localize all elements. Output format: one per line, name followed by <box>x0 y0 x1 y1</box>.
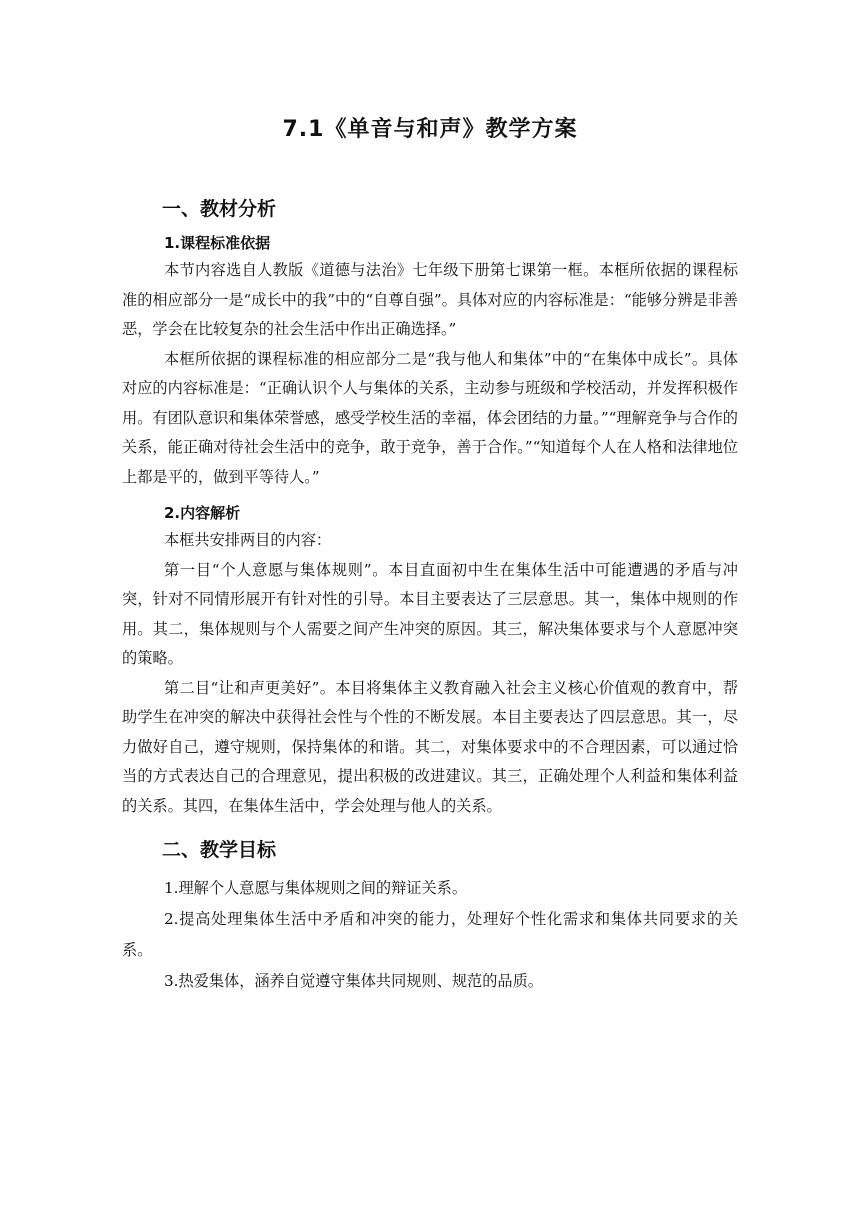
paragraph: 本节内容选自人教版《道德与法治》七年级下册第七课第一框。本框所依据的课程标准的相应部分一是“成长中的我”中的“自尊自强”。具体对应的内容标准是：“能够分辨是非善恶，学会在比较复杂的社会生活中作出正确选择。” <box>122 261 738 338</box>
subsection-heading-curriculum-basis: 1.课程标准依据 <box>164 234 271 252</box>
paragraph: 本框共安排两目的内容： <box>164 531 332 549</box>
section-heading-textbook-analysis: 一、教材分析 <box>162 198 277 220</box>
section-heading-teaching-goals: 二、教学目标 <box>162 839 277 861</box>
subsection-heading-content-analysis: 2.内容解析 <box>164 504 241 522</box>
paragraph: 本框所依据的课程标准的相应部分二是“我与他人和集体”中的“在集体中成长”。具体对应的内容标准是：“正确认识个人与集体的关系，主动参与班级和学校活动，并发挥积极作用。有团队意识和集体荣誉感，感受学校生活的幸福，体会团结的力量。”“理解竞争与合作的关系，能正确对待社会生活中的竞争，敢于竞争，善于合作。”“知道每个人在人格和法律地位上都是平的，做到平等待人。” <box>122 349 738 486</box>
teaching-goals-list <box>122 873 738 997</box>
document-page <box>122 0 738 997</box>
list-item: 3.热爱集体，涵养自觉遵守集体共同规则、规范的品质。 <box>164 972 543 990</box>
list-item: 1.理解个人意愿与集体规则之间的辩证关系。 <box>164 879 468 897</box>
paragraph: 第二目“让和声更美好”。本目将集体主义教育融入社会主义核心价值观的教育中，帮助学生在冲突的解决中获得社会性与个性的不断发展。本目主要表达了四层意思。其一，尽力做好自己，遵守规则，保持集体的和谐。其二，对集体要求中的不合理因素，可以通过恰当的方式表达自己的合理意见，提出积极的改进建议。其三，正确处理个人利益和集体利益的关系。其四，在集体生活中，学会处理与他人的关系。 <box>122 678 738 815</box>
paragraph: 第一目“个人意愿与集体规则”。本目直面初中生在集体生活中可能遭遇的矛盾与冲突，针对不同情形展开有针对性的引导。本目主要表达了三层意思。其一，集体中规则的作用。其二，集体规则与个人需要之间产生冲突的原因。其三，解决集体要求与个人意愿冲突的策略。 <box>122 560 738 667</box>
document-title: 7.1《单音与和声》教学方案 <box>282 117 578 142</box>
list-item: 2.提高处理集体生活中矛盾和冲突的能力，处理好个性化需求和集体共同要求的关系。 <box>122 910 738 959</box>
